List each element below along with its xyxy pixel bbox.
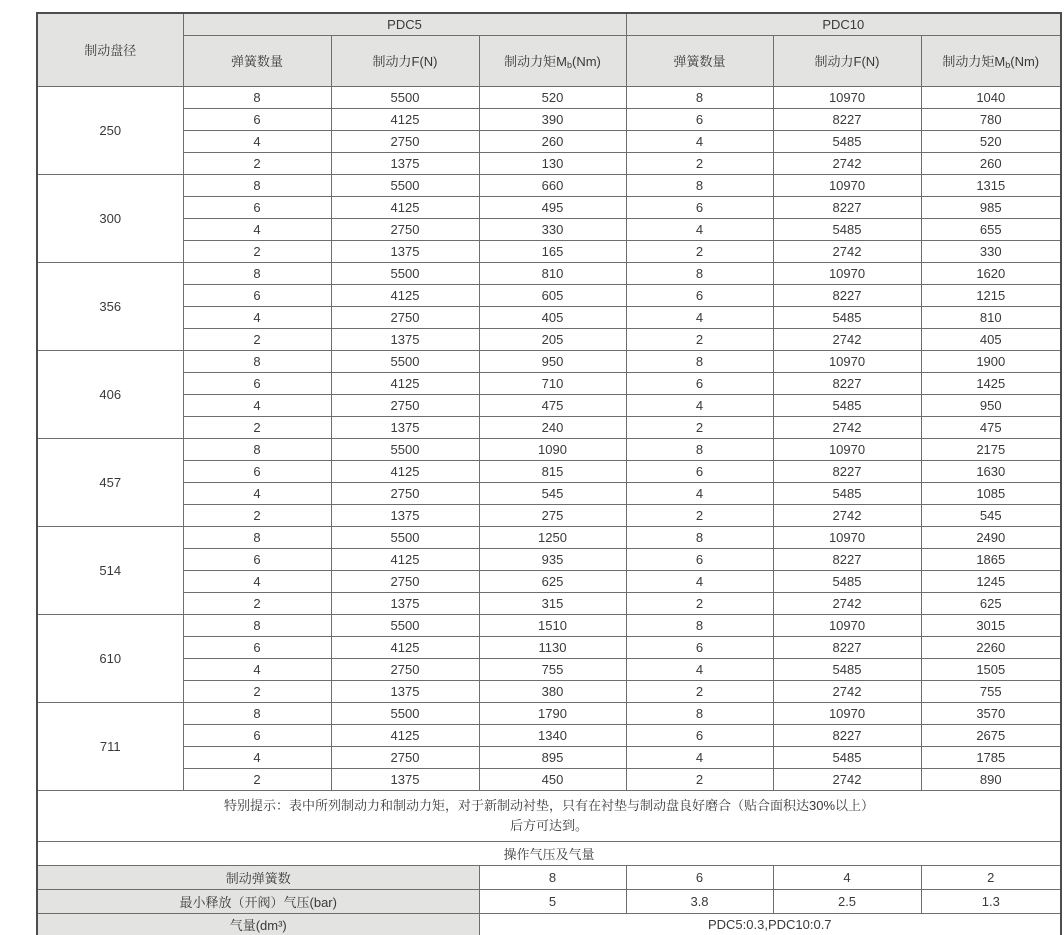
- pdc5-brake-force-cell: 4125: [331, 460, 479, 482]
- pdc5-brake-force-cell: 1375: [331, 416, 479, 438]
- pdc10-brake-force-cell: 8227: [773, 196, 921, 218]
- pdc10-brake-force-cell: 10970: [773, 350, 921, 372]
- pdc5-spring-qty-cell: 8: [183, 526, 331, 548]
- pdc5-brake-torque-cell: 625: [479, 570, 626, 592]
- pdc10-brake-force-cell: 2742: [773, 680, 921, 702]
- pdc5-spring-qty-cell: 8: [183, 350, 331, 372]
- spec-table: [36, 12, 1062, 935]
- pdc10-brake-torque-cell: 3570: [921, 702, 1061, 724]
- pdc10-spring-qty-cell: 4: [626, 570, 773, 592]
- pdc5-brake-force-cell: 4125: [331, 108, 479, 130]
- pdc10-brake-force-cell: 8227: [773, 372, 921, 394]
- pdc5-spring-qty-cell: 6: [183, 108, 331, 130]
- pdc10-spring-qty-cell: 8: [626, 614, 773, 636]
- brake-spring-count-value: 4: [773, 865, 921, 889]
- pdc10-brake-torque-cell: 1900: [921, 350, 1061, 372]
- spec-table-row: [37, 350, 1061, 372]
- pdc10-brake-force-cell: 2742: [773, 416, 921, 438]
- pdc5-spring-qty-cell: 6: [183, 284, 331, 306]
- pdc5-brake-torque-cell: 405: [479, 306, 626, 328]
- pdc5-brake-force-cell: 4125: [331, 548, 479, 570]
- pdc5-brake-torque-cell: 605: [479, 284, 626, 306]
- pdc10-brake-torque-cell: 1785: [921, 746, 1061, 768]
- spec-table-row: [37, 218, 1061, 240]
- pdc5-group-header: PDC5: [183, 13, 626, 35]
- pdc10-brake-torque-cell: 755: [921, 680, 1061, 702]
- pdc10-brake-torque-cell: 1865: [921, 548, 1061, 570]
- spec-table-row: [37, 482, 1061, 504]
- pdc5-brake-torque-cell: 1250: [479, 526, 626, 548]
- diameter-column-header: 制动盘径: [37, 13, 183, 86]
- pdc5-brake-torque-cell: 1340: [479, 724, 626, 746]
- pdc10-brake-torque-cell: 780: [921, 108, 1061, 130]
- pdc10-brake-force-cell: 8227: [773, 636, 921, 658]
- pdc10-brake-force-cell: 10970: [773, 262, 921, 284]
- brake-spring-count-value: 6: [626, 865, 773, 889]
- spec-table-row: [37, 438, 1061, 460]
- pdc10-brake-force-cell: 10970: [773, 526, 921, 548]
- spec-table-row: [37, 394, 1061, 416]
- pdc5-spring-qty-cell: 4: [183, 658, 331, 680]
- torque-header-subscript: b: [566, 60, 572, 70]
- air-volume-label: 气量(dm³): [37, 913, 479, 935]
- pdc5-brake-torque-cell: 315: [479, 592, 626, 614]
- pdc5-brake-torque-cell: 450: [479, 768, 626, 790]
- pdc10-spring-qty-cell: 8: [626, 526, 773, 548]
- spec-table-row: [37, 86, 1061, 108]
- pdc10-brake-force-cell: 5485: [773, 394, 921, 416]
- brake-spring-count-label: 制动弹簧数: [37, 865, 479, 889]
- pdc10-brake-force-cell: 10970: [773, 174, 921, 196]
- pdc5-spring-qty-cell: 2: [183, 152, 331, 174]
- pdc10-spring-qty-cell: 6: [626, 108, 773, 130]
- pdc10-spring-qty-cell: 6: [626, 636, 773, 658]
- pdc10-spring-qty-cell: 8: [626, 86, 773, 108]
- pdc10-spring-qty-cell: 4: [626, 482, 773, 504]
- pdc10-brake-force-cell: 5485: [773, 482, 921, 504]
- pdc10-brake-force-cell: 2742: [773, 240, 921, 262]
- pdc10-brake-torque-cell: 890: [921, 768, 1061, 790]
- pdc5-spring-qty-cell: 6: [183, 724, 331, 746]
- pdc10-spring-qty-cell: 4: [626, 394, 773, 416]
- pdc5-brake-torque-cell: 1790: [479, 702, 626, 724]
- pdc5-spring-qty-cell: 2: [183, 328, 331, 350]
- pdc5-spring-qty-cell: 4: [183, 394, 331, 416]
- pdc10-spring-qty-cell: 6: [626, 724, 773, 746]
- spec-table-row: [37, 702, 1061, 724]
- pdc5-spring-qty-cell: 6: [183, 196, 331, 218]
- pdc10-brake-force-cell: 5485: [773, 306, 921, 328]
- operating-section-title: 操作气压及气量: [37, 841, 1061, 865]
- spec-table-row: [37, 372, 1061, 394]
- pdc10-brake-force-cell: 2742: [773, 504, 921, 526]
- spec-table-row: [37, 746, 1061, 768]
- min-release-pressure-value: 1.3: [921, 889, 1061, 913]
- pdc5-brake-torque-cell: 1510: [479, 614, 626, 636]
- pdc5-brake-force-cell: 1375: [331, 328, 479, 350]
- pdc5-spring-qty-cell: 2: [183, 240, 331, 262]
- pdc10-spring-qty-cell: 4: [626, 306, 773, 328]
- special-note-cell: [37, 790, 1061, 841]
- pdc10-brake-torque-cell: 330: [921, 240, 1061, 262]
- pdc10-spring-qty-header: 弹簧数量: [626, 35, 773, 86]
- pdc10-brake-torque-cell: 985: [921, 196, 1061, 218]
- spec-table-row: [37, 416, 1061, 438]
- pdc5-brake-force-cell: 5500: [331, 702, 479, 724]
- spec-table-row: [37, 592, 1061, 614]
- pdc10-brake-torque-cell: 2260: [921, 636, 1061, 658]
- pdc10-spring-qty-cell: 2: [626, 240, 773, 262]
- spec-table-row: [37, 526, 1061, 548]
- pdc5-spring-qty-cell: 2: [183, 416, 331, 438]
- pdc5-spring-qty-cell: 6: [183, 460, 331, 482]
- pdc10-brake-torque-cell: 655: [921, 218, 1061, 240]
- pdc10-brake-force-cell: 8227: [773, 724, 921, 746]
- pdc10-brake-force-cell: 10970: [773, 614, 921, 636]
- spec-table-row: [37, 768, 1061, 790]
- pdc5-spring-qty-cell: 4: [183, 746, 331, 768]
- pdc5-brake-torque-cell: 660: [479, 174, 626, 196]
- diameter-cell: 711: [37, 702, 183, 790]
- pdc5-brake-torque-cell: 950: [479, 350, 626, 372]
- pdc5-brake-force-cell: 1375: [331, 240, 479, 262]
- torque-header-subscript: b: [1005, 60, 1011, 70]
- pdc5-spring-qty-cell: 8: [183, 702, 331, 724]
- pdc5-brake-torque-cell: 130: [479, 152, 626, 174]
- pdc5-brake-torque-header: [479, 35, 626, 86]
- pdc10-spring-qty-cell: 2: [626, 504, 773, 526]
- torque-header-prefix: 制动力矩M: [942, 54, 1006, 69]
- pdc5-spring-qty-header: 弹簧数量: [183, 35, 331, 86]
- spec-table-row: [37, 284, 1061, 306]
- pdc10-brake-torque-header: [921, 35, 1061, 86]
- brake-spring-count-value: 2: [921, 865, 1061, 889]
- pdc10-spring-qty-cell: 4: [626, 658, 773, 680]
- spec-table-row: [37, 460, 1061, 482]
- spec-table-row: [37, 130, 1061, 152]
- spec-table-row: [37, 262, 1061, 284]
- pdc10-brake-force-cell: 8227: [773, 460, 921, 482]
- pdc10-brake-force-cell: 2742: [773, 768, 921, 790]
- pdc5-spring-qty-cell: 6: [183, 548, 331, 570]
- pdc5-brake-force-cell: 2750: [331, 482, 479, 504]
- pdc10-brake-torque-cell: 1315: [921, 174, 1061, 196]
- pdc5-brake-torque-cell: 380: [479, 680, 626, 702]
- pdc5-brake-force-cell: 2750: [331, 306, 479, 328]
- pdc5-spring-qty-cell: 6: [183, 636, 331, 658]
- pdc10-brake-torque-cell: 520: [921, 130, 1061, 152]
- diameter-cell: 250: [37, 86, 183, 174]
- spec-table-header: [37, 13, 1061, 86]
- diameter-cell: 457: [37, 438, 183, 526]
- torque-header-prefix: 制动力矩M: [504, 54, 567, 69]
- pdc5-brake-force-cell: 2750: [331, 570, 479, 592]
- spec-table-row: [37, 196, 1061, 218]
- pdc10-brake-force-cell: 2742: [773, 592, 921, 614]
- spec-table-row: [37, 614, 1061, 636]
- pdc5-brake-torque-cell: 240: [479, 416, 626, 438]
- pdc10-spring-qty-cell: 6: [626, 460, 773, 482]
- pdc5-spring-qty-cell: 6: [183, 372, 331, 394]
- diameter-cell: 406: [37, 350, 183, 438]
- pdc5-spring-qty-cell: 2: [183, 504, 331, 526]
- pdc5-brake-torque-cell: 475: [479, 394, 626, 416]
- pdc10-brake-force-cell: 10970: [773, 702, 921, 724]
- pdc10-brake-torque-cell: 950: [921, 394, 1061, 416]
- pdc10-brake-force-cell: 5485: [773, 130, 921, 152]
- special-note-line2: 后方可达到。: [510, 817, 589, 833]
- pdc5-brake-torque-cell: 165: [479, 240, 626, 262]
- pdc5-brake-torque-cell: 260: [479, 130, 626, 152]
- pdc10-brake-torque-cell: 2175: [921, 438, 1061, 460]
- pdc10-brake-torque-cell: 260: [921, 152, 1061, 174]
- pdc5-brake-torque-cell: 710: [479, 372, 626, 394]
- pdc10-brake-force-cell: 8227: [773, 284, 921, 306]
- pdc10-spring-qty-cell: 8: [626, 702, 773, 724]
- air-volume-value: PDC5:0.3,PDC10:0.7: [479, 913, 1061, 935]
- pdc10-spring-qty-cell: 2: [626, 416, 773, 438]
- pdc10-brake-torque-cell: 1085: [921, 482, 1061, 504]
- pdc10-spring-qty-cell: 2: [626, 768, 773, 790]
- torque-header-suffix: (Nm): [1010, 54, 1040, 69]
- spec-table-row: [37, 504, 1061, 526]
- pdc10-brake-force-cell: 5485: [773, 658, 921, 680]
- pdc5-brake-force-cell: 2750: [331, 746, 479, 768]
- pdc10-spring-qty-cell: 2: [626, 152, 773, 174]
- pdc10-spring-qty-cell: 8: [626, 262, 773, 284]
- pdc5-brake-force-cell: 1375: [331, 680, 479, 702]
- pdc10-brake-force-cell: 10970: [773, 86, 921, 108]
- pdc10-brake-torque-cell: 2490: [921, 526, 1061, 548]
- pdc5-brake-torque-cell: 275: [479, 504, 626, 526]
- spec-table-row: [37, 680, 1061, 702]
- spec-table-row: [37, 240, 1061, 262]
- pdc5-brake-force-cell: 5500: [331, 174, 479, 196]
- pdc5-brake-force-cell: 4125: [331, 196, 479, 218]
- pdc5-brake-force-cell: 5500: [331, 438, 479, 460]
- spec-table-body: [37, 86, 1061, 790]
- pdc10-brake-force-cell: 5485: [773, 570, 921, 592]
- special-note-line1: 特别提示：表中所列制动力和制动力矩，对于新制动衬垫，只有在衬垫与制动盘良好磨合（贴合面积达30%以上）: [224, 798, 875, 813]
- pdc5-brake-torque-cell: 545: [479, 482, 626, 504]
- pdc5-brake-torque-cell: 205: [479, 328, 626, 350]
- pdc10-spring-qty-cell: 2: [626, 592, 773, 614]
- spec-table-row: [37, 570, 1061, 592]
- pdc5-brake-force-cell: 1375: [331, 504, 479, 526]
- pdc5-brake-force-cell: 4125: [331, 724, 479, 746]
- pdc5-brake-torque-cell: 390: [479, 108, 626, 130]
- pdc10-brake-force-cell: 8227: [773, 548, 921, 570]
- pdc5-brake-force-cell: 4125: [331, 636, 479, 658]
- diameter-cell: 514: [37, 526, 183, 614]
- spec-table-row: [37, 548, 1061, 570]
- pdc5-spring-qty-cell: 4: [183, 482, 331, 504]
- pdc10-brake-force-cell: 5485: [773, 218, 921, 240]
- spec-table-row: [37, 328, 1061, 350]
- pdc10-spring-qty-cell: 6: [626, 284, 773, 306]
- pdc10-brake-force-cell: 5485: [773, 746, 921, 768]
- pdc5-spring-qty-cell: 8: [183, 438, 331, 460]
- pdc5-spring-qty-cell: 8: [183, 262, 331, 284]
- spec-table-row: [37, 636, 1061, 658]
- spec-table-row: [37, 108, 1061, 130]
- pdc5-brake-torque-cell: 1130: [479, 636, 626, 658]
- pdc10-brake-torque-cell: 1245: [921, 570, 1061, 592]
- pdc5-spring-qty-cell: 2: [183, 768, 331, 790]
- pdc5-brake-force-cell: 5500: [331, 262, 479, 284]
- pdc10-spring-qty-cell: 8: [626, 350, 773, 372]
- pdc10-brake-torque-cell: 3015: [921, 614, 1061, 636]
- diameter-cell: 300: [37, 174, 183, 262]
- pdc10-spring-qty-cell: 6: [626, 196, 773, 218]
- pdc10-spring-qty-cell: 4: [626, 130, 773, 152]
- pdc5-spring-qty-cell: 8: [183, 86, 331, 108]
- pdc10-brake-force-header: 制动力F(N): [773, 35, 921, 86]
- pdc5-brake-force-cell: 5500: [331, 86, 479, 108]
- pdc5-brake-torque-cell: 520: [479, 86, 626, 108]
- pdc10-brake-force-cell: 10970: [773, 438, 921, 460]
- pdc10-brake-torque-cell: 1620: [921, 262, 1061, 284]
- pdc5-brake-force-cell: 5500: [331, 350, 479, 372]
- spec-table-row: [37, 724, 1061, 746]
- pdc10-brake-torque-cell: 810: [921, 306, 1061, 328]
- pdc5-brake-force-cell: 1375: [331, 152, 479, 174]
- pdc5-spring-qty-cell: 4: [183, 218, 331, 240]
- pdc10-brake-torque-cell: 1505: [921, 658, 1061, 680]
- pdc10-group-header: PDC10: [626, 13, 1061, 35]
- pdc10-brake-torque-cell: 475: [921, 416, 1061, 438]
- pdc5-brake-force-cell: 5500: [331, 526, 479, 548]
- pdc10-spring-qty-cell: 2: [626, 680, 773, 702]
- pdc10-spring-qty-cell: 8: [626, 174, 773, 196]
- pdc5-spring-qty-cell: 2: [183, 680, 331, 702]
- spec-table-row: [37, 306, 1061, 328]
- pdc5-spring-qty-cell: 4: [183, 130, 331, 152]
- pdc5-brake-force-cell: 5500: [331, 614, 479, 636]
- brake-spring-count-value: 8: [479, 865, 626, 889]
- pdc10-brake-torque-cell: 1425: [921, 372, 1061, 394]
- pdc5-brake-torque-cell: 815: [479, 460, 626, 482]
- pdc10-brake-torque-cell: 2675: [921, 724, 1061, 746]
- pdc10-spring-qty-cell: 6: [626, 372, 773, 394]
- pdc10-spring-qty-cell: 8: [626, 438, 773, 460]
- pdc5-brake-torque-cell: 330: [479, 218, 626, 240]
- min-release-pressure-value: 3.8: [626, 889, 773, 913]
- pdc5-brake-force-cell: 4125: [331, 372, 479, 394]
- pdc5-brake-force-cell: 2750: [331, 394, 479, 416]
- pdc5-brake-force-header: 制动力F(N): [331, 35, 479, 86]
- diameter-cell: 610: [37, 614, 183, 702]
- pdc5-brake-force-cell: 2750: [331, 130, 479, 152]
- torque-header-suffix: (Nm): [571, 54, 601, 69]
- pdc5-spring-qty-cell: 4: [183, 306, 331, 328]
- pdc5-brake-torque-cell: 935: [479, 548, 626, 570]
- pdc10-brake-torque-cell: 1215: [921, 284, 1061, 306]
- pdc5-spring-qty-cell: 8: [183, 614, 331, 636]
- pdc10-brake-torque-cell: 625: [921, 592, 1061, 614]
- spec-table-row: [37, 152, 1061, 174]
- pdc10-brake-force-cell: 8227: [773, 108, 921, 130]
- min-release-pressure-label: 最小释放（开阀）气压(bar): [37, 889, 479, 913]
- pdc5-brake-force-cell: 1375: [331, 768, 479, 790]
- pdc10-brake-force-cell: 2742: [773, 328, 921, 350]
- pdc10-spring-qty-cell: 4: [626, 746, 773, 768]
- pdc10-spring-qty-cell: 4: [626, 218, 773, 240]
- pdc5-brake-torque-cell: 810: [479, 262, 626, 284]
- pdc10-brake-torque-cell: 1630: [921, 460, 1061, 482]
- diameter-cell: 356: [37, 262, 183, 350]
- pdc5-brake-force-cell: 4125: [331, 284, 479, 306]
- pdc5-brake-torque-cell: 1090: [479, 438, 626, 460]
- pdc10-brake-force-cell: 2742: [773, 152, 921, 174]
- pdc5-brake-torque-cell: 755: [479, 658, 626, 680]
- pdc10-brake-torque-cell: 545: [921, 504, 1061, 526]
- min-release-pressure-value: 2.5: [773, 889, 921, 913]
- pdc5-brake-force-cell: 1375: [331, 592, 479, 614]
- pdc5-brake-torque-cell: 895: [479, 746, 626, 768]
- pdc5-brake-force-cell: 2750: [331, 218, 479, 240]
- pdc5-brake-torque-cell: 495: [479, 196, 626, 218]
- pdc5-spring-qty-cell: 2: [183, 592, 331, 614]
- spec-table-row: [37, 174, 1061, 196]
- pdc5-spring-qty-cell: 4: [183, 570, 331, 592]
- spec-table-row: [37, 658, 1061, 680]
- pdc10-spring-qty-cell: 2: [626, 328, 773, 350]
- pdc10-brake-torque-cell: 1040: [921, 86, 1061, 108]
- spec-table-footer: [37, 790, 1061, 935]
- pdc5-brake-force-cell: 2750: [331, 658, 479, 680]
- pdc10-spring-qty-cell: 6: [626, 548, 773, 570]
- pdc10-brake-torque-cell: 405: [921, 328, 1061, 350]
- min-release-pressure-value: 5: [479, 889, 626, 913]
- pdc5-spring-qty-cell: 8: [183, 174, 331, 196]
